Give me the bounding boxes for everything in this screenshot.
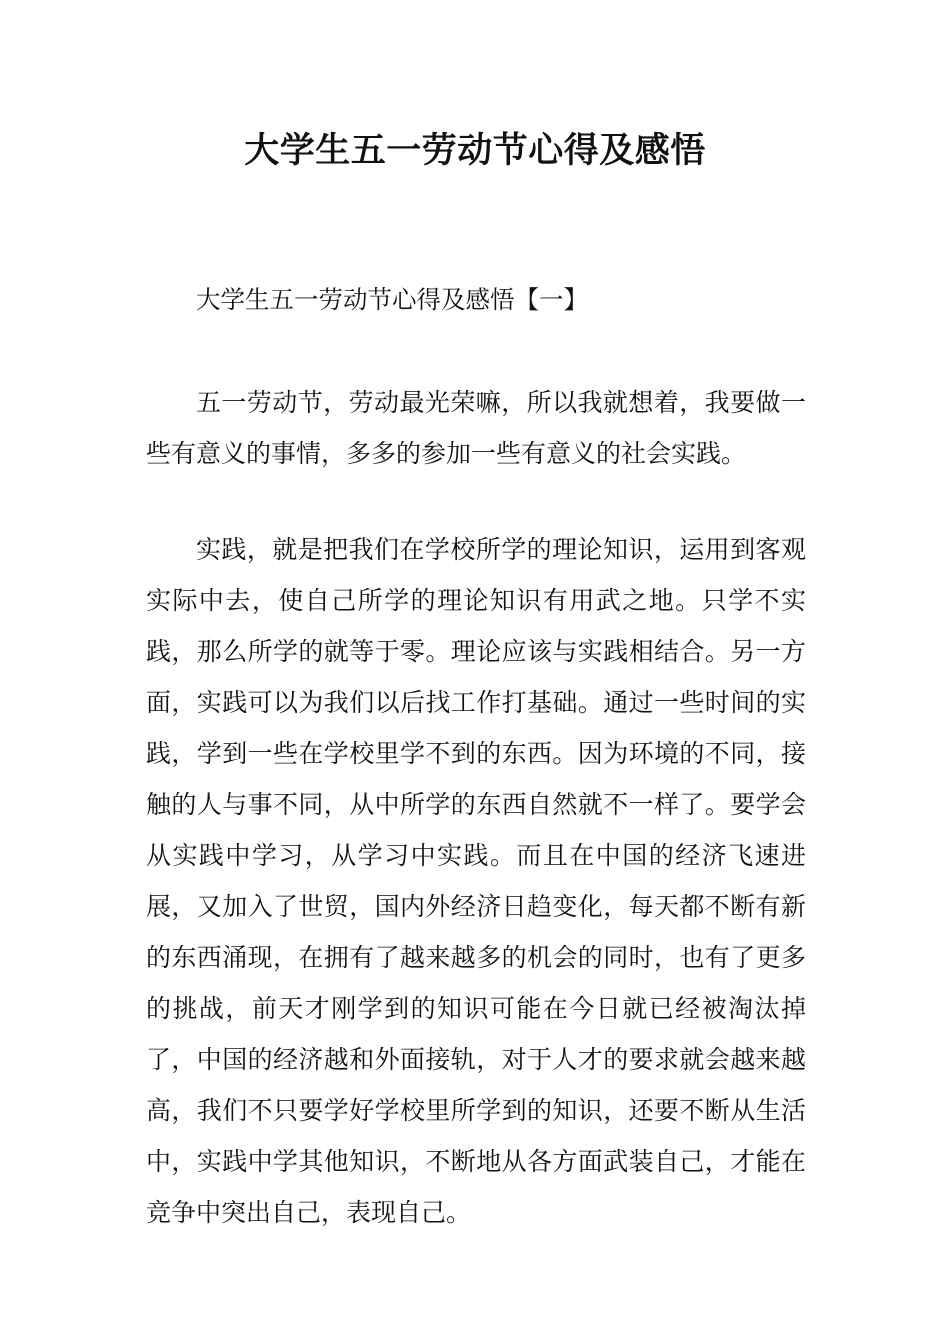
document-title: 大学生五一劳动节心得及感悟 (244, 131, 706, 171)
section-heading: 大学生五一劳动节心得及感悟【一】 (196, 285, 588, 314)
body-paragraph-2: 实践，就是把我们在学校所学的理论知识，运用到客观实际中去，使自己所学的理论知识有用武之地。只学不实践，那么所学的就等于零。理论应该与实践相结合。另一方面，实践可以为我们以后找工作打基础。通过一些时间的实践，学到一些在学校里学不到的东西。因为环境的不同，接触的人与事不同，从中所学的东西自然就不一样了。要学会从实践中学习，从学习中实践。而且在中国的经济飞速进展，又加入了世贸，国内外经济日趋变化，每天都不断有新的东西涌现，在拥有了越来越多的机会的同时，也有了更多的挑战，前天才刚学到的知识可能在今日就已经被淘汰掉了，中国的经济越和外面接轨，对于人才的要求就会越来越高，我们不只要学好学校里所学到的知识，还要不断从生活中，实践中学其他知识，不断地从各方面武装自己，才能在竞争中突出自己，表现自己。 (146, 535, 806, 1227)
body-paragraph-1: 五一劳动节，劳动最光荣嘛，所以我就想着，我要做一些有意义的事情，多多的参加一些有意义的社会实践。 (146, 388, 806, 468)
